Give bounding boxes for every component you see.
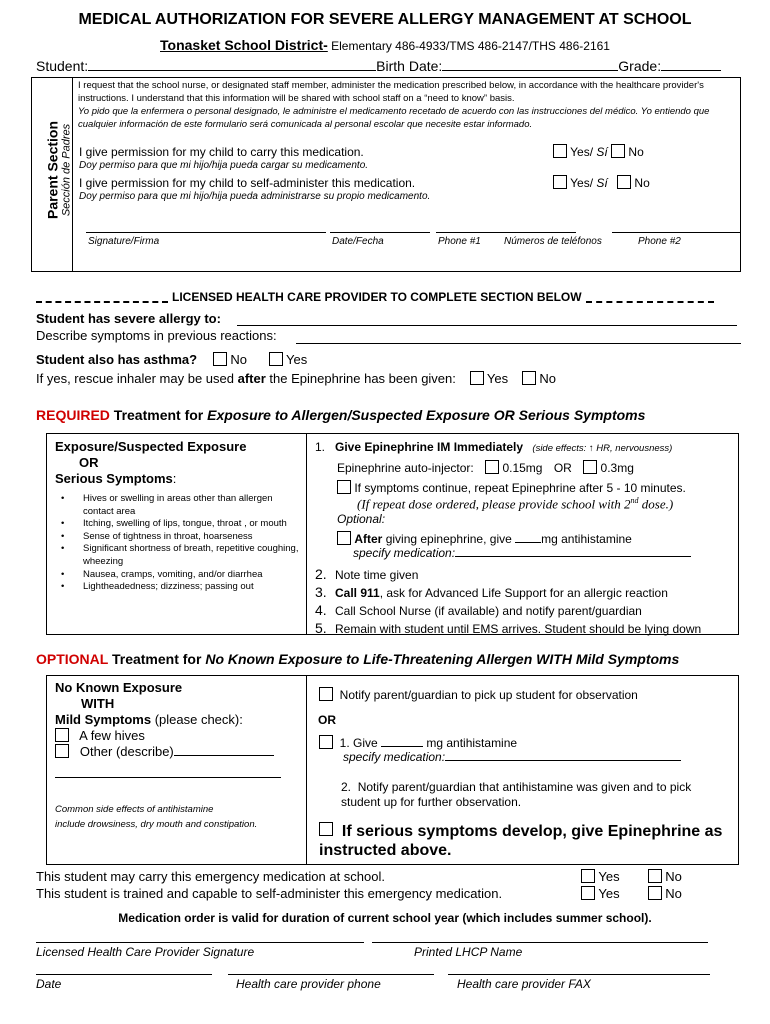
- optional-heading: OPTIONAL Treatment for No Known Exposure to Life-Threatening Allergen WITH Mild Symptoms: [36, 651, 680, 667]
- required-steps: [315, 566, 701, 638]
- step1-text: Give Epinephrine IM Immediately: [335, 440, 524, 454]
- repeat-note: (If repeat dose ordered, please provide school with 2nd dose.): [357, 496, 674, 512]
- self-admin-permission-es: Doy permiso para que mi hijo/hija pueda administrarse su propio medicamento.: [79, 191, 431, 202]
- other-describe-field[interactable]: [174, 755, 274, 756]
- other-checkbox[interactable]: [55, 744, 69, 758]
- self-admin-permission: I give permission for my child to self-administer this medication.: [79, 176, 416, 190]
- required-label: REQUIRED: [36, 407, 110, 423]
- footer-statements: [36, 868, 502, 902]
- trained-statement: This student is trained and capable to self-administer this emergency medication.: [36, 886, 503, 901]
- provider-banner: [36, 288, 736, 306]
- specify-row: specify medication:: [353, 546, 691, 560]
- birth-date-label: Birth Date:: [376, 58, 443, 74]
- other-describe-line2[interactable]: [55, 777, 281, 778]
- date-label: Date: [36, 977, 62, 991]
- allergy-field[interactable]: [237, 325, 737, 326]
- optional-left: No Known Exposure WITH Mild Symptoms (please check): A few hives Other (describe): [55, 680, 274, 760]
- symptoms-label: Describe symptoms in previous reactions:: [36, 328, 277, 343]
- carry-yes-checkbox[interactable]: [553, 144, 567, 158]
- phone2-line[interactable]: [612, 232, 740, 233]
- step1: 1. Give Epinephrine IM Immediately (side effects: ↑ HR, nervousness): [315, 440, 673, 454]
- carry-yesno: Yes/ Sí No: [553, 144, 644, 159]
- step2: 2. Note time given: [315, 566, 419, 582]
- parent-request-en: I request that the school nurse, or designated staff member, administer the medication prescribed below, in accordance with the healthcare provider's instructions. I understand that this information will be shared with school staff on a “need to know” basis.: [78, 80, 704, 104]
- optional-specify-field[interactable]: [445, 760, 681, 761]
- printed-name-label: Printed LHCP Name: [414, 945, 523, 959]
- optional-specify-row: specify medication:: [343, 750, 681, 764]
- signature-line[interactable]: [86, 232, 326, 233]
- asthma-yes-checkbox[interactable]: [269, 352, 283, 366]
- printed-name-line[interactable]: [372, 942, 708, 943]
- symptom-item: • Nausea, cramps, vomiting, and/or diarrhea: [55, 569, 305, 582]
- district-name: Tonasket School District-: [160, 37, 328, 53]
- inhaler-row: If yes, rescue inhaler may be used after the Epinephrine has been given: Yes No: [36, 371, 556, 386]
- required-heading: REQUIRED Treatment for Exposure to Allergen/Suspected Exposure OR Serious Symptoms: [36, 407, 646, 423]
- required-left-title: Exposure/Suspected Exposure OR Serious Symptoms:: [55, 439, 247, 486]
- parent-section: [31, 77, 741, 272]
- parent-section-title: Parent Section: [44, 120, 61, 220]
- notify-checkbox[interactable]: [319, 687, 333, 701]
- sig-label-phone1: Phone #1: [438, 236, 481, 247]
- symptom-item: • Significant shortness of breath, repetitive coughing, wheezing: [55, 543, 305, 568]
- inhaler-no-checkbox[interactable]: [522, 371, 536, 385]
- notify-row: Notify parent/guardian to pick up student for observation: [319, 687, 638, 702]
- dose-015-checkbox[interactable]: [485, 460, 499, 474]
- autoinjector-row: Epinephrine auto-injector: 0.15mg OR 0.3mg: [337, 461, 634, 475]
- serious-symptoms-list: [55, 493, 305, 594]
- provider-banner-text: LICENSED HEALTH CARE PROVIDER TO COMPLETE SECTION BELOW: [172, 290, 582, 304]
- grade-label: Grade:: [618, 58, 662, 74]
- validity-note: Medication order is valid for duration of current school year (which includes summer school).: [118, 911, 652, 925]
- student-field[interactable]: [88, 70, 258, 71]
- symptom-item: • Lightheadedness; dizziness; passing out: [55, 581, 305, 594]
- optional-label-red: OPTIONAL: [36, 651, 109, 667]
- serious-row: If serious symptoms develop, give Epinephrine as instructed above.: [319, 823, 723, 859]
- student-label: Student:: [36, 58, 89, 74]
- district-phones: Elementary 486-4933/TMS 486-2147/THS 486-2161: [327, 39, 610, 53]
- asthma-no-checkbox[interactable]: [213, 352, 227, 366]
- self-yes-checkbox[interactable]: [553, 175, 567, 189]
- grade-field[interactable]: [661, 70, 721, 71]
- repeat-checkbox[interactable]: [337, 480, 351, 494]
- provider-signature-label: Licensed Health Care Provider Signature: [36, 945, 255, 959]
- footer-trained-yes-checkbox[interactable]: [581, 886, 595, 900]
- antihistamine-row: After giving epinephrine, give mg antihistamine: [337, 531, 632, 546]
- self-yesno: Yes/ Sí No: [553, 175, 650, 190]
- sig-label-signature: Signature/Firma: [88, 236, 160, 247]
- student-info-row: [36, 58, 736, 74]
- provider-signature-line[interactable]: [36, 942, 364, 943]
- few-hives-checkbox[interactable]: [55, 728, 69, 742]
- repeat-row: If symptoms continue, repeat Epinephrine after 5 - 10 minutes.: [337, 480, 686, 495]
- footer-trained-no-checkbox[interactable]: [648, 886, 662, 900]
- optional-or: OR: [318, 713, 336, 727]
- page-title: MEDICAL AUTHORIZATION FOR SEVERE ALLERGY MANAGEMENT AT SCHOOL: [78, 11, 692, 28]
- sig-label-phones-es: Números de teléfonos: [504, 236, 602, 247]
- parent-request-es: Yo pido que la enfermera o personal designado, le administre el medicamento recetado de acuerdo con las instrucciones del médico. Yo entiendo que cualquier información de este formulario será comunicada al personal escolar que necesite estar informado.: [78, 106, 710, 130]
- step3: 3. Call 911, ask for Advanced Life Support for an allergic reaction: [315, 584, 668, 600]
- asthma-label: Student also has asthma?: [36, 352, 198, 367]
- sig-label-phone2: Phone #2: [638, 236, 681, 247]
- allergy-label: Student has severe allergy to:: [36, 311, 221, 326]
- footer-carry-yes-checkbox[interactable]: [581, 869, 595, 883]
- asthma-row: Student also has asthma? No Yes: [36, 352, 308, 367]
- symptom-item: • Sense of tightness in throat, hoarseness: [55, 531, 305, 544]
- carry-no-checkbox[interactable]: [611, 144, 625, 158]
- parent-side-label: [32, 78, 73, 271]
- required-box: [46, 433, 739, 635]
- specify-field[interactable]: [455, 556, 691, 557]
- carry-permission: I give permission for my child to carry this medication.: [79, 145, 364, 159]
- inhaler-yes-checkbox[interactable]: [470, 371, 484, 385]
- step1-side-effects: (side effects: ↑ HR, nervousness): [532, 443, 673, 454]
- carry-permission-es: Doy permiso para que mi hijo/hija pueda cargar su medicamento.: [79, 160, 369, 171]
- give-antihistamine-checkbox[interactable]: [319, 735, 333, 749]
- carry-statement: This student may carry this emergency medication at school.: [36, 869, 385, 884]
- birth-date-field[interactable]: [442, 70, 618, 71]
- parent-section-title-es: Sección de Padres: [60, 123, 73, 217]
- provider-phone-label: Health care provider phone: [236, 977, 381, 991]
- symptoms-field[interactable]: [296, 343, 741, 344]
- footer-carry-no-checkbox[interactable]: [648, 869, 662, 883]
- footer-yesno: Yes No Yes No: [581, 868, 682, 902]
- provider-fax-label: Health care provider FAX: [457, 977, 591, 991]
- sig-label-date: Date/Fecha: [332, 236, 384, 247]
- date-line[interactable]: [330, 232, 430, 233]
- phone1-line[interactable]: [436, 232, 576, 233]
- antihistamine-checkbox[interactable]: [337, 531, 351, 545]
- antihistamine-dose-field[interactable]: [515, 542, 541, 543]
- self-no-checkbox[interactable]: [617, 175, 631, 189]
- provider-phone-line[interactable]: [228, 974, 434, 975]
- dose-03-checkbox[interactable]: [583, 460, 597, 474]
- step4: 4. Call School Nurse (if available) and notify parent/guardian: [315, 602, 642, 618]
- provider-fax-line[interactable]: [448, 974, 710, 975]
- optional-label: Optional:: [337, 512, 386, 526]
- district-line: [0, 37, 770, 53]
- give-dose-field[interactable]: [381, 746, 423, 747]
- notify2-row: 2. Notify parent/guardian that antihistamine was given and to pick student up for further observation.: [341, 780, 692, 809]
- serious-checkbox[interactable]: [319, 822, 333, 836]
- give-antihistamine-row: 1. Give mg antihistamine: [319, 735, 517, 750]
- symptom-item: • Itching, swelling of lips, tongue, throat , or mouth: [55, 518, 305, 531]
- optional-box: [46, 675, 739, 865]
- step5: 5. Remain with student until EMS arrives. Student should be lying down: [315, 620, 702, 636]
- date-line-footer[interactable]: [36, 974, 212, 975]
- symptom-item: • Hives or swelling in areas other than allergen contact area: [55, 493, 305, 518]
- antihistamine-side-effects: Common side effects of antihistamine include drowsiness, dry mouth and constipation.: [55, 804, 258, 830]
